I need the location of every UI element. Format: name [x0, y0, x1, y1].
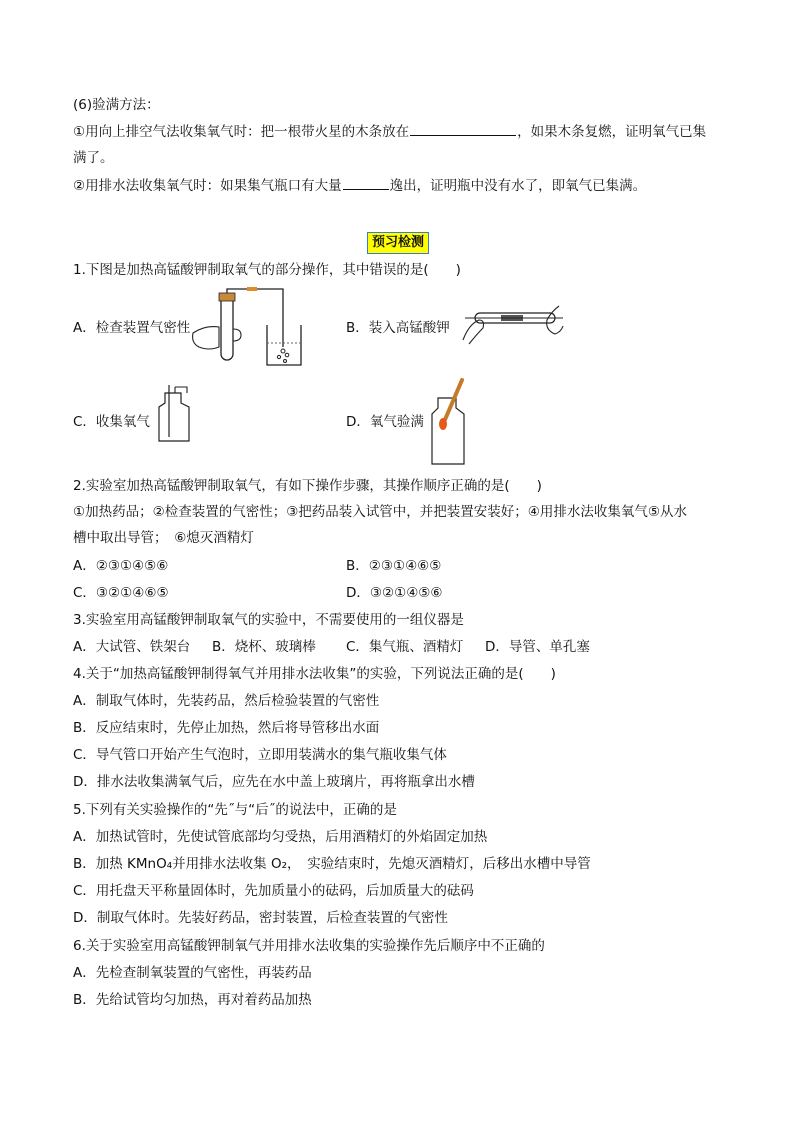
oxygen-full-test-figure: [428, 378, 473, 466]
q4-stem: 4.关于“加热高锰酸钾制得氧气并用排水法收集”的实验，下列说法正确的是( ): [73, 666, 556, 682]
section6-line1-cont: 满了。: [73, 150, 114, 166]
q2-stem: 2.实验室加热高锰酸钾制取氧气，有如下操作步骤，其操作顺序正确的是( ): [73, 478, 542, 494]
q2-option-c[interactable]: C．③②①④⑥⑤: [73, 585, 169, 601]
section6-line1-text-a: ①用向上排空气法收集氧气时：把一根带火星的木条放在: [73, 124, 410, 140]
q4-option-a[interactable]: A．制取气体时，先装药品，然后检验装置的气密性: [73, 693, 380, 709]
q2-option-d[interactable]: D．③②①④⑤⑥: [346, 585, 443, 601]
section6-line1: [73, 121, 706, 142]
q1-option-b[interactable]: B．装入高锰酸钾: [346, 320, 450, 336]
q3-option-c[interactable]: C．集气瓶、酒精灯: [346, 639, 464, 655]
gas-bottle-collect-figure: [155, 385, 195, 445]
loading-powder-figure: [455, 300, 565, 350]
q2-option-a[interactable]: A．②③①④⑤⑥: [73, 558, 169, 574]
q3-stem: 3.实验室用高锰酸钾制取氧气的实验中，不需要使用的一组仪器是: [73, 612, 464, 628]
q2-steps-line1: ①加热药品；②检查装置的气密性；③把药品装入试管中，并把装置安装好；④用排水法收集氧气⑤从水: [73, 504, 688, 520]
airtightness-check-figure: [185, 285, 305, 370]
section-banner: 预习检测: [367, 232, 429, 254]
q6-option-a[interactable]: A．先检查制氧装置的气密性，再装药品: [73, 965, 312, 981]
q5-option-b[interactable]: B．加热 KMnO₄并用排水法收集 O₂， 实验结束时，先熄灭酒精灯，后移出水槽中导管: [73, 856, 591, 872]
q6-option-b[interactable]: B．先给试管均匀加热，再对着药品加热: [73, 992, 312, 1008]
section6-heading: (6)验满方法：: [73, 97, 160, 113]
q5-stem: 5.下列有关实验操作的“先˝与“后˝的说法中，正确的是: [73, 802, 397, 818]
q3-option-a[interactable]: A．大试管、铁架台: [73, 639, 191, 655]
answer-blank-2[interactable]: [343, 175, 389, 190]
q2-steps-line2: 槽中取出导管； ⑥熄灭酒精灯: [73, 530, 254, 546]
answer-blank-1[interactable]: [410, 121, 516, 136]
q4-option-d[interactable]: D．排水法收集满氧气后，应先在水中盖上玻璃片，再将瓶拿出水槽: [73, 774, 475, 790]
q5-option-d[interactable]: D．制取气体时。先装好药品，密封装置，后检查装置的气密性: [73, 910, 448, 926]
q4-option-c[interactable]: C．导气管口开始产生气泡时，立即用装满水的集气瓶收集气体: [73, 747, 447, 763]
q6-stem: 6.关于实验室用高锰酸钾制氧气并用排水法收集的实验操作先后顺序中不正确的: [73, 938, 545, 954]
q3-option-d[interactable]: D．导管、单孔塞: [485, 639, 590, 655]
section6-line2: [73, 175, 646, 196]
q1-stem: 1.下图是加热高锰酸钾制取氧气的部分操作，其中错误的是( ): [73, 262, 461, 278]
q1-option-a[interactable]: A．检查装置气密性: [73, 320, 191, 336]
q1-option-d[interactable]: D．氧气验满: [346, 414, 424, 430]
section6-line1-text-b: ，如果木条复燃，证明氧气已集: [517, 124, 707, 140]
q1-option-c[interactable]: C．收集氧气: [73, 414, 150, 430]
q5-option-a[interactable]: A．加热试管时，先使试管底部均匀受热，后用酒精灯的外焰固定加热: [73, 829, 488, 845]
q3-option-b[interactable]: B．烧杯、玻璃棒: [212, 639, 316, 655]
section6-line2-text-b: 逸出，证明瓶中没有水了，即氧气已集满。: [389, 178, 647, 194]
section6-line2-text-a: ②用排水法收集氧气时：如果集气瓶口有大量: [73, 178, 342, 194]
q5-option-c[interactable]: C．用托盘天平称量固体时，先加质量小的砝码，后加质量大的砝码: [73, 883, 474, 899]
q2-option-b[interactable]: B．②③①④⑥⑤: [346, 558, 442, 574]
q4-option-b[interactable]: B．反应结束时，先停止加热，然后将导管移出水面: [73, 720, 380, 736]
